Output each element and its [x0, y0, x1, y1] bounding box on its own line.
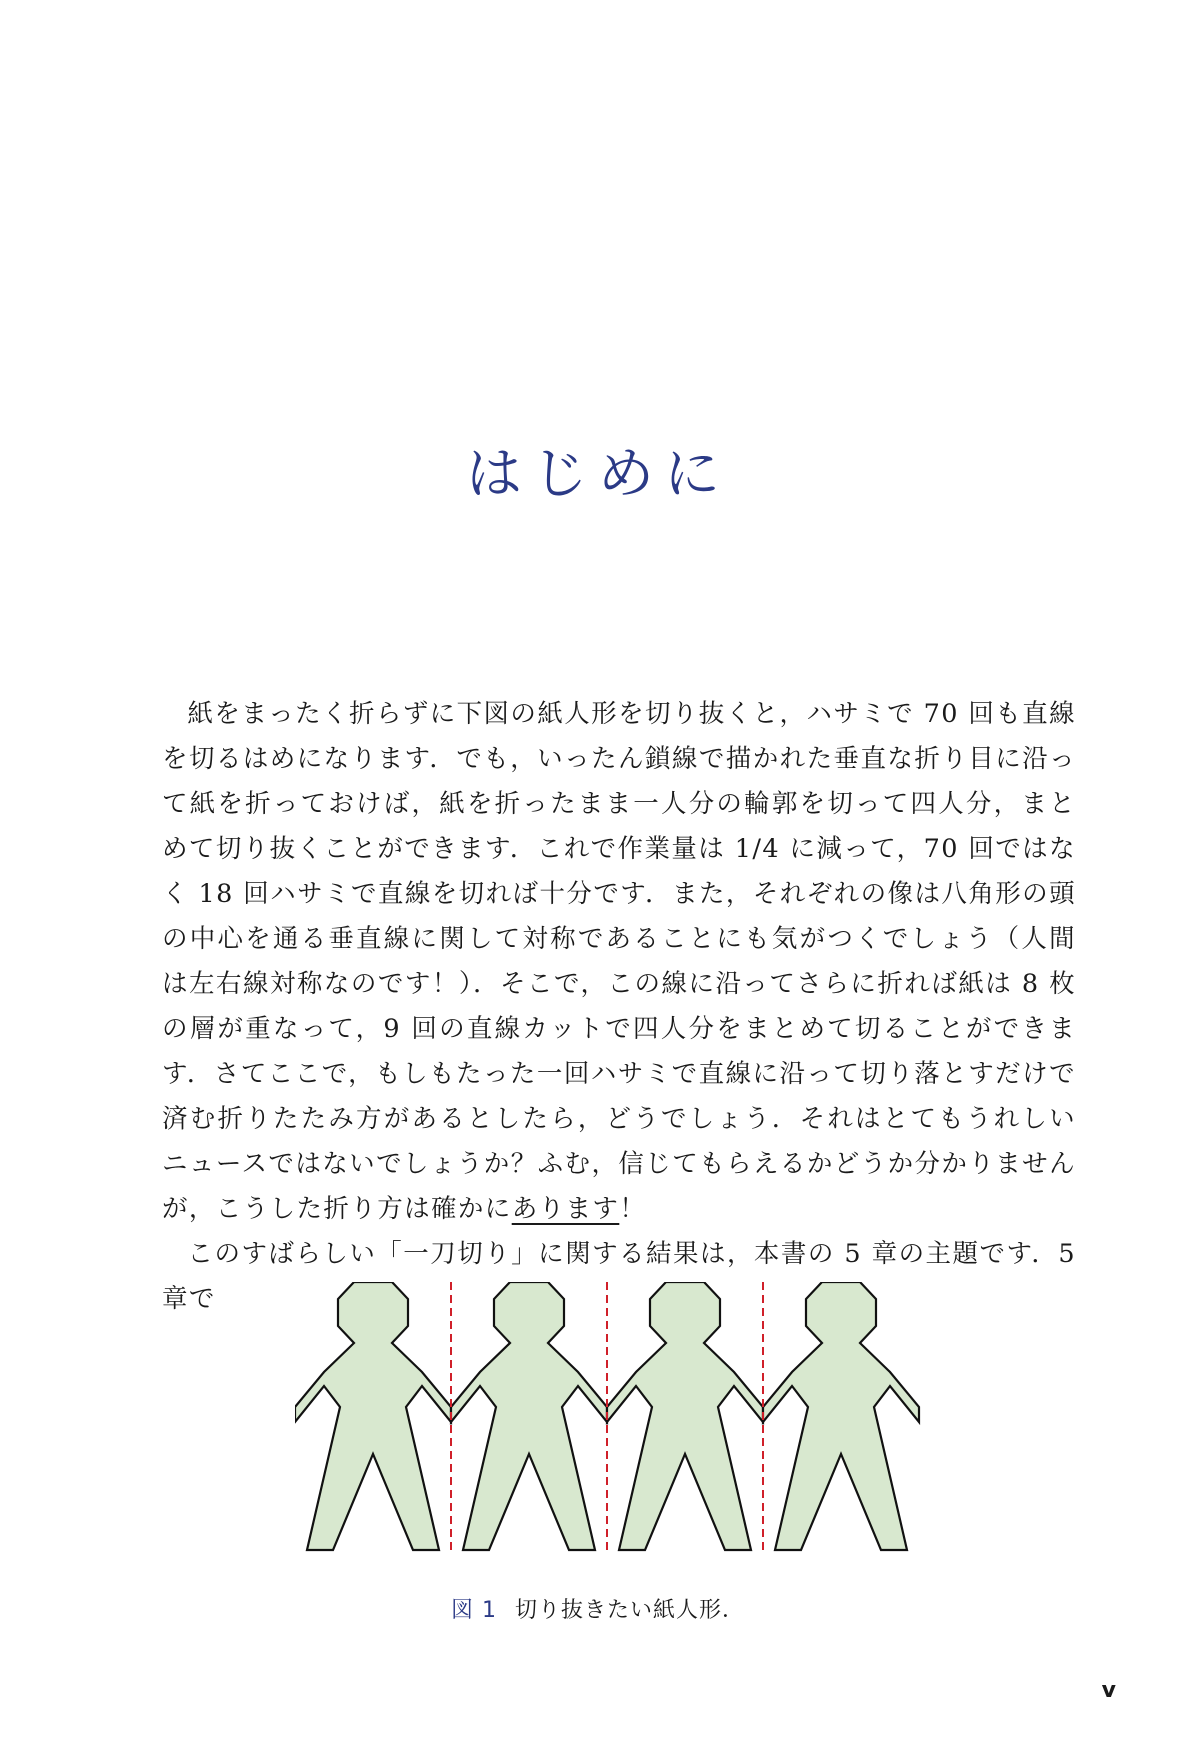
paragraph-1-end: ！: [619, 1194, 647, 1224]
emphasis-underlined: あります: [511, 1194, 620, 1224]
paper-dolls-figure: [295, 1282, 945, 1554]
paper-doll-1: [295, 1282, 451, 1550]
paper-doll-4: [763, 1282, 919, 1550]
paragraph-1-text: 紙をまったく折らずに下図の紙人形を切り抜くと，ハサミで 70 回も直線を切るはめになります．でも，いったん鎖線で描かれた垂直な折り目に沿って紙を折っておけば，紙を折ったまま一人分の輪郭を切って四人分，まとめて切り抜くことができます．これで作業量は 1/4 に減って，70 回ではなく 18 回ハサミで直線を切れば十分です．また，それぞれの像は八角形の頭の中心を通る垂直線に関して対称であることにも気がつくでしょう（人間は左右線対称なのです！）．そこで，この線に沿ってさらに折れば紙は 8 枚の層が重なって，9 回の直線カットで四人分をまとめて切ることができます．さてここで，もしもたった一回ハサミで直線に沿って切り落とすだけで済む折りたたみ方があるとしたら，どうでしょう．それはとてもうれしいニュースではないでしょうか？ふむ，信じてもらえるかどうか分かりませんが，こうした折り方は確かに: [162, 699, 1076, 1224]
paper-doll-2: [451, 1282, 607, 1550]
paragraph-1: [162, 692, 1076, 1232]
figure-label: 図 1: [450, 1598, 497, 1623]
figure-caption: [0, 1593, 1196, 1624]
body-text: [162, 692, 1076, 1322]
paragraph-2: このすばらしい「一刀切り」に関する結果は，本書の 5 章の主題です．5 章で: [162, 1239, 1076, 1314]
figure-caption-text: 切り抜きたい紙人形．: [514, 1598, 745, 1623]
paper-dolls-illustration: [295, 1282, 945, 1554]
paper-doll-3: [607, 1282, 763, 1550]
page-number: v: [1101, 1678, 1116, 1703]
chapter-title: はじめに: [466, 442, 730, 507]
